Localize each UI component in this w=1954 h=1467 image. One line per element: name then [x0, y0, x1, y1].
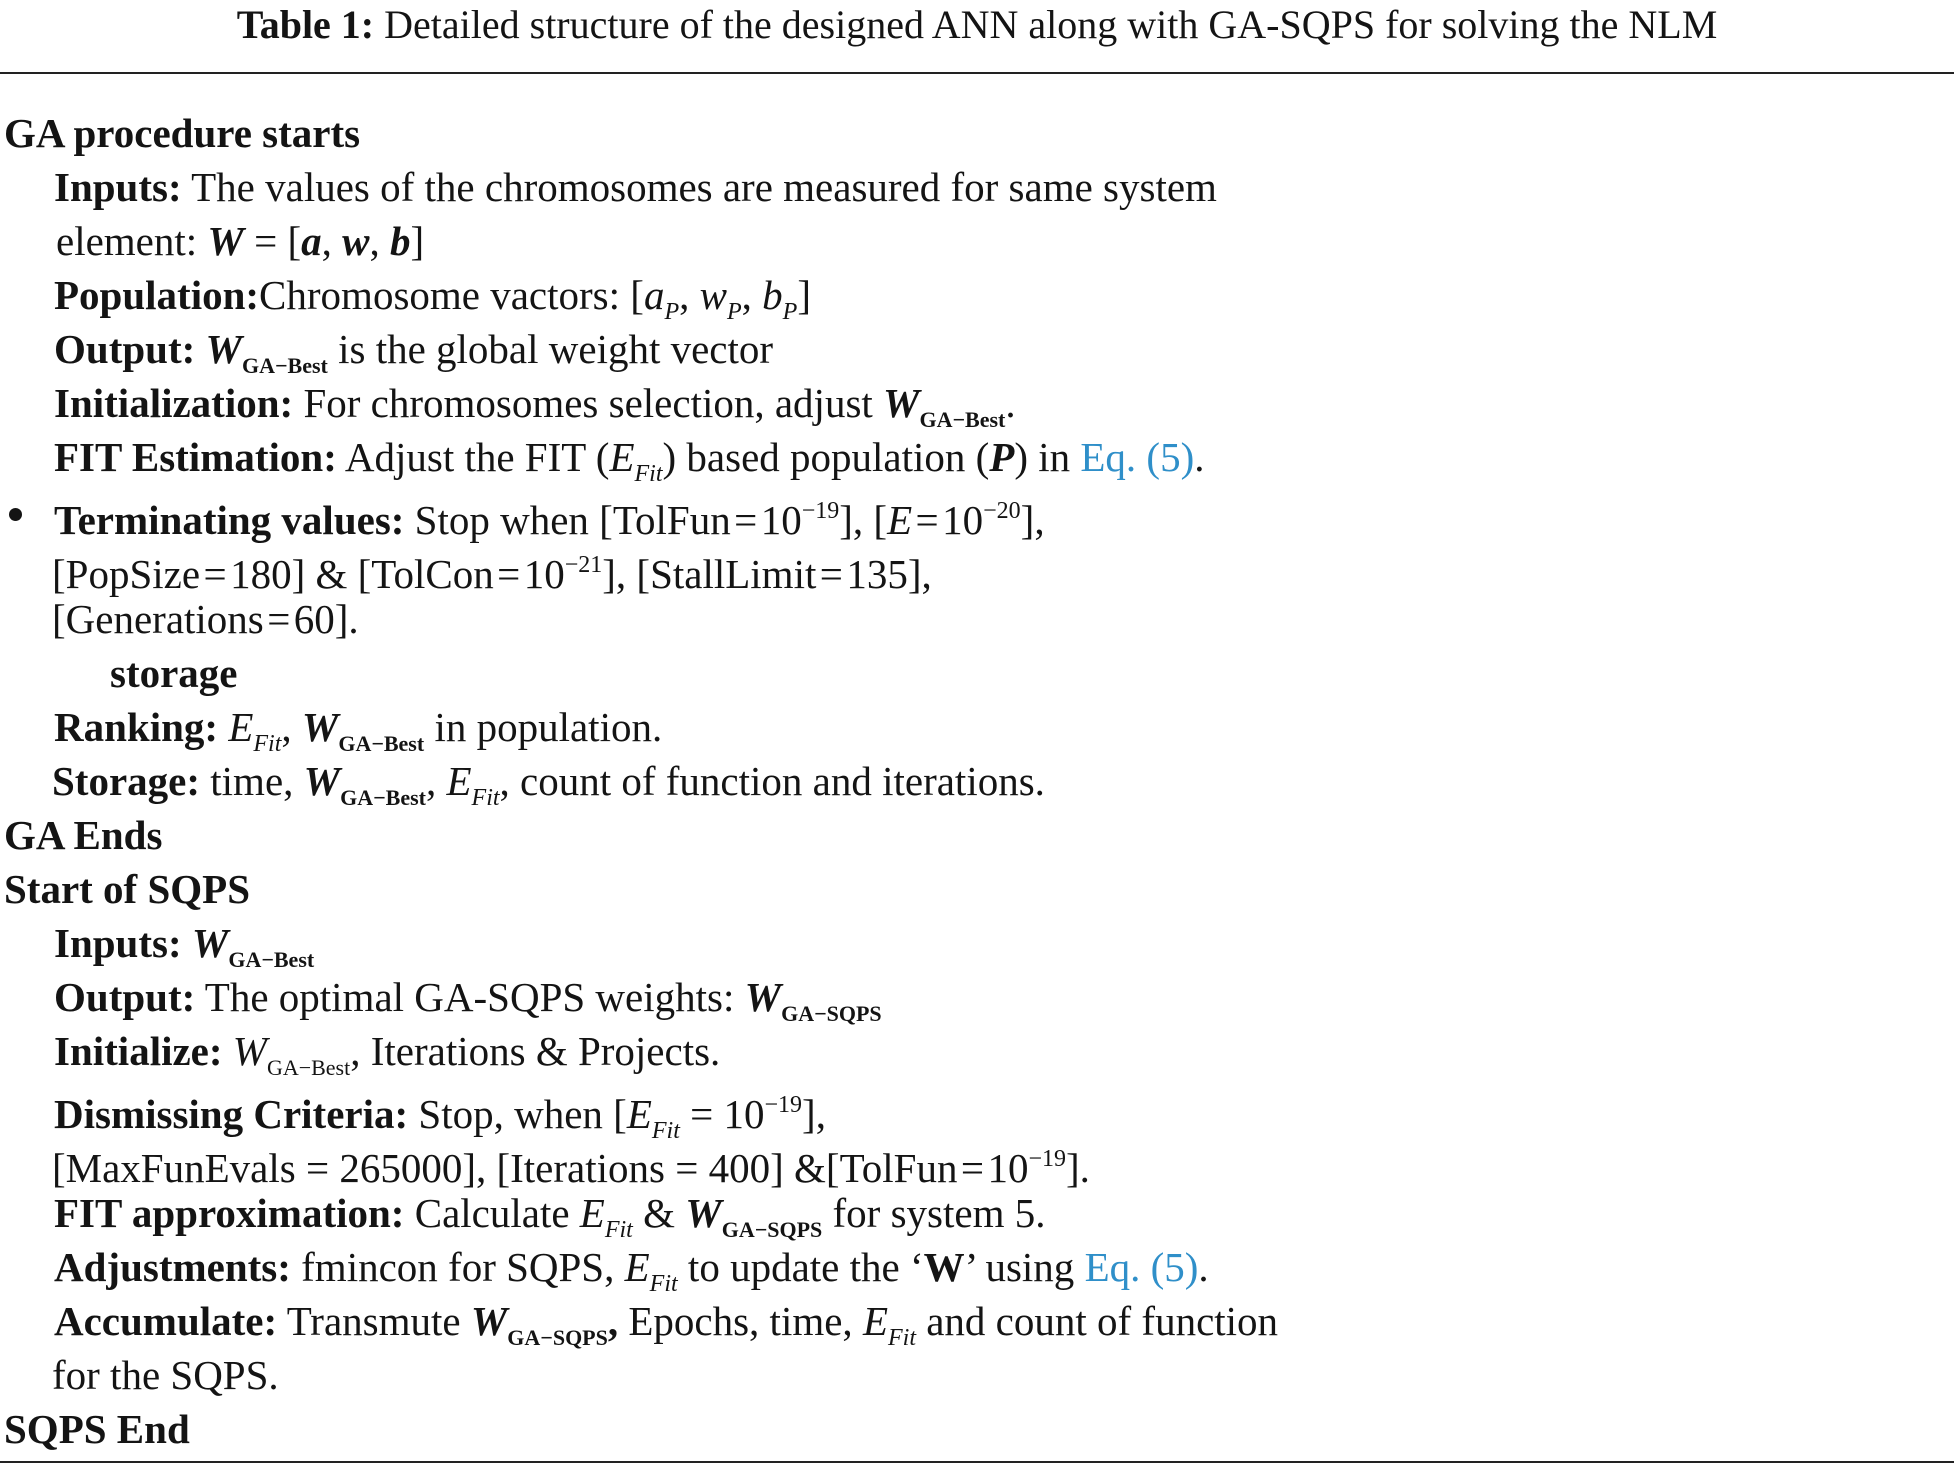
- sqps-end-heading: SQPS End: [4, 1406, 190, 1452]
- top-rule: [0, 72, 1954, 74]
- sqps-dismissing-line: Dismissing Criteria: Stop, when $[E_{Fit} = 10^{-19}]$,: [54, 1091, 826, 1144]
- bottom-rule: [0, 1461, 1954, 1463]
- sqps-start-heading: Start of SQPS: [4, 866, 250, 912]
- bullet-icon: [9, 508, 22, 521]
- ga-terminating-line: Terminating values: Stop when [TolFun = $10^{-19}$], [E = $10^{-20}$],: [54, 497, 1045, 543]
- sqps-fit-approx-line: FIT approximation: Calculate $E_{Fit}$ & $W_{GA-SQPS}$ for system 5.: [54, 1190, 1046, 1243]
- ga-storage-line: Storage: time, $W_{GA-Best}$, $E_{Fit}$, count of function and iterations.: [52, 758, 1045, 811]
- sqps-accumulate-line: Accumulate: Transmute $W_{GA-SQPS}$, Epochs, time, $E_{Fit}$ and count of function: [54, 1298, 1279, 1351]
- ga-storage-heading: storage: [110, 650, 238, 696]
- caption-label: Table 1:: [236, 2, 375, 47]
- ga-ranking-line: Ranking: $E_{Fit}$, $W_{GA-Best}$ in population.: [54, 704, 663, 757]
- sqps-inputs-line: Inputs: $W_{GA-Best}$: [54, 920, 315, 972]
- ga-initialization-line: Initialization: For chromosomes selection, adjust $W_{GA-Best}$.: [54, 380, 1016, 432]
- sqps-output-line: Output: The optimal GA-SQPS weights: $W_{GA-SQPS}$: [54, 974, 882, 1026]
- eq5-link[interactable]: Eq. (5): [1084, 1244, 1199, 1290]
- sqps-initialize-line: Initialize: $W_{GA-Best}$, Iterations & Projects.: [54, 1028, 721, 1080]
- sqps-dismissing-cont: [MaxFunEvals = 265000], [Iterations = 400] &[TolFun = $10^{-19}$].: [52, 1145, 1090, 1191]
- ga-terminating-cont2: [Generations = 60].: [52, 596, 359, 642]
- ga-terminating-cont1: [PopSize = 180] & [TolCon = $10^{-21}$], [StallLimit = 135],: [52, 551, 932, 597]
- ga-start-heading: GA procedure starts: [4, 110, 361, 156]
- ga-inputs-cont: element: W = [a, w, b]: [56, 218, 425, 264]
- eq5-link[interactable]: Eq. (5): [1080, 434, 1195, 480]
- ga-output-line: Output: $W_{GA-Best}$ is the global weight vector: [54, 326, 774, 378]
- ga-population-line: Population:Chromosome vactors: [$a_P$, $w_P$, $b_P$]: [54, 272, 811, 325]
- sqps-adjustments-line: Adjustments: fmincon for SQPS, $E_{Fit}$ to update the ‘W’ using Eq. (5).: [54, 1244, 1209, 1297]
- table-caption: [0, 0, 1954, 50]
- sqps-accumulate-cont: for the SQPS.: [52, 1352, 279, 1398]
- caption-text: Detailed structure of the designed ANN along with GA-SQPS for solving the NLM: [384, 2, 1718, 47]
- ga-inputs-line: Inputs: The values of the chromosomes are measured for same system: [54, 164, 1217, 210]
- ga-fit-estimation-line: FIT Estimation: Adjust the FIT $(E_{Fit})$ based population (P) in Eq. (5).: [54, 434, 1205, 487]
- ga-end-heading: GA Ends: [4, 812, 163, 858]
